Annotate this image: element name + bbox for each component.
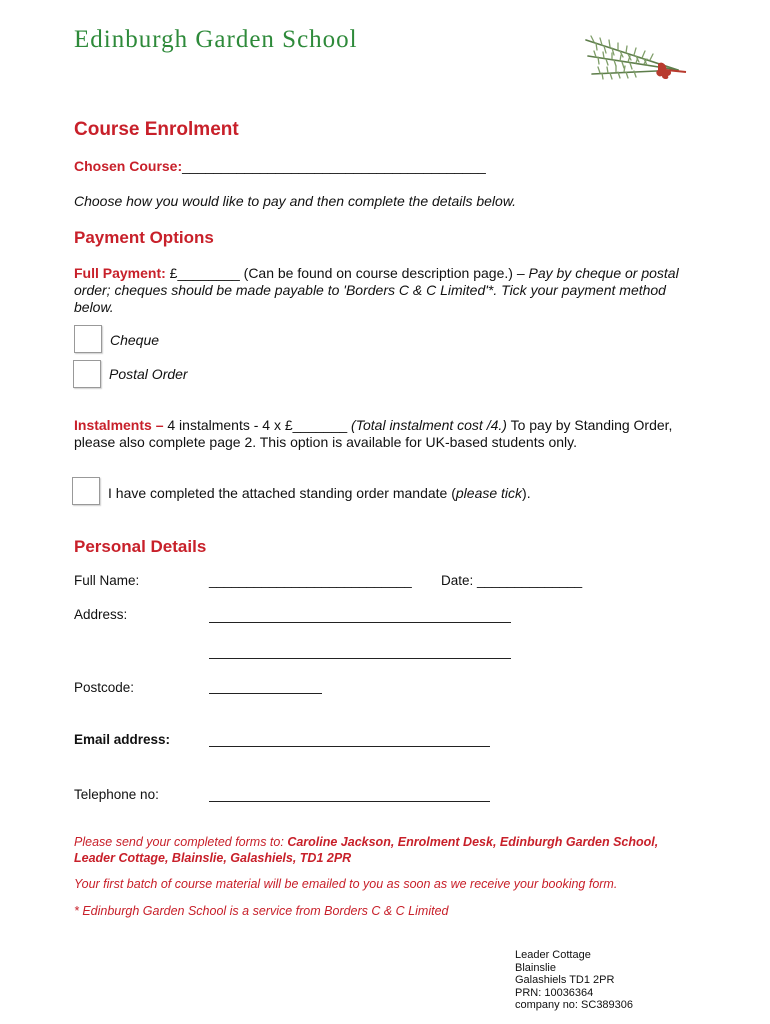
address-label: Address: [74, 607, 128, 622]
payment-options-heading: Payment Options [74, 228, 214, 247]
send-forms-note [74, 834, 694, 866]
mandate-please-tick: please tick [455, 485, 523, 501]
address-line-1-field[interactable] [209, 622, 511, 623]
cheque-label: Cheque [110, 332, 160, 348]
school-title: Edinburgh Garden School [74, 26, 358, 53]
postcode-field[interactable] [209, 693, 322, 694]
email-field[interactable] [209, 746, 490, 747]
full-payment-amount: £________ (Can be found on course description page.) – [165, 265, 529, 281]
mandate-label [108, 485, 531, 501]
mandate-text-start: I have completed the attached standing order mandate ( [108, 485, 456, 501]
chosen-course-field[interactable]: _______________________________________ [182, 158, 486, 174]
full-payment-instructions: Pay by cheque or postal order; cheques should be made payable to 'Borders C & C Limited'*. Tick your payment method below. [74, 265, 679, 315]
instruction-text: Choose how you would like to pay and then complete the details below. [74, 193, 517, 209]
first-batch-note: Your first batch of course material will be emailed to you as soon as we receive your booking form. [74, 877, 618, 891]
instalments-total-note: (Total instalment cost /4.) [351, 417, 507, 433]
instalments-label: Instalments – [74, 417, 168, 433]
page-heading: Course Enrolment [74, 119, 239, 140]
instalments-details: To pay by Standing Order, please also complete page 2. This option is available for UK-based students only. [74, 417, 673, 450]
mandate-text-end: ). [522, 485, 531, 501]
date-field[interactable]: ______________ [477, 573, 583, 588]
footer-address-line: Galashiels TD1 2PR [515, 974, 615, 986]
full-name-field[interactable]: ___________________________ [209, 573, 412, 588]
cheque-checkbox[interactable] [74, 325, 102, 353]
email-label: Email address: [74, 732, 171, 747]
instalments-paragraph [74, 417, 694, 451]
chosen-course-label: Chosen Course: [74, 158, 183, 174]
full-payment-label: Full Payment: [74, 265, 166, 281]
postcode-label: Postcode: [74, 680, 135, 695]
footnote: * Edinburgh Garden School is a service from Borders C & C Limited [74, 904, 449, 918]
send-forms-address: Caroline Jackson, Enrolment Desk, Edinburgh Garden School, Leader Cottage, Blainslie, Galashiels, TD1 2PR [74, 835, 659, 865]
address-line-2-field[interactable] [209, 658, 511, 659]
send-forms-intro: Please send your completed forms to: [74, 835, 288, 849]
footer-company-no: company no: SC389306 [515, 999, 634, 1011]
chosen-course-row [74, 158, 486, 174]
rosemary-sprig-icon [582, 26, 692, 84]
full-name-label: Full Name: [74, 573, 140, 588]
footer-address [515, 949, 633, 1012]
footer-address-line: Blainslie [515, 961, 556, 974]
postal-order-checkbox[interactable] [73, 360, 101, 388]
full-payment-paragraph [74, 265, 694, 316]
date-label: Date: [441, 573, 474, 588]
telephone-label: Telephone no: [74, 787, 159, 802]
personal-details-heading: Personal Details [74, 537, 207, 556]
footer-prn: PRN: 10036364 [515, 986, 594, 999]
telephone-field[interactable] [209, 801, 490, 802]
instalments-amount: 4 instalments - 4 x £_______ [167, 417, 352, 433]
postal-order-label: Postal Order [109, 366, 188, 382]
footer-address-line: Leader Cottage [515, 949, 591, 961]
mandate-checkbox[interactable] [72, 477, 100, 505]
